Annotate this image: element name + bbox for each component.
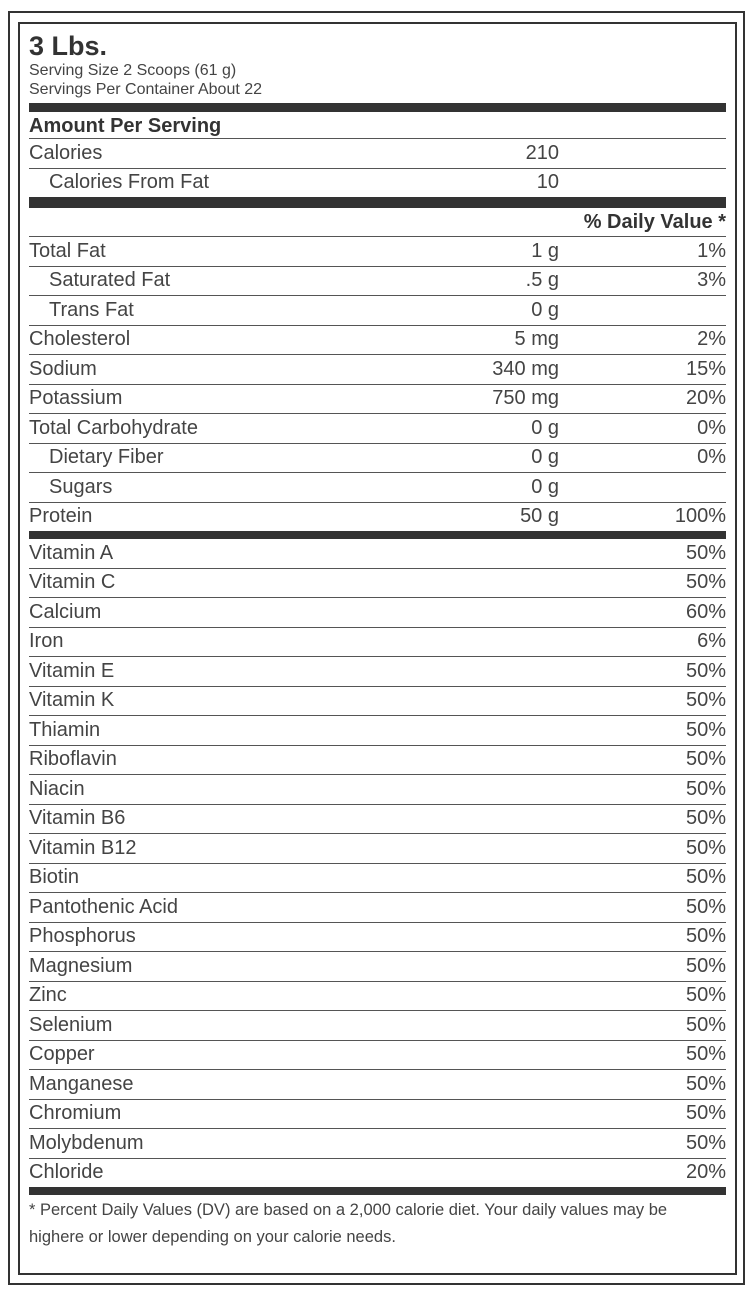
nutrient-row <box>29 414 726 444</box>
nutrient-row <box>29 326 726 356</box>
vitamin-daily-value: 50% <box>685 1043 726 1066</box>
vitamin-daily-value: 50% <box>685 1072 726 1095</box>
vitamin-row <box>29 569 726 599</box>
vitamin-row <box>29 539 726 569</box>
nutrient-amount: 340 mg <box>492 357 559 380</box>
nutrient-name: Total Carbohydrate <box>29 416 198 439</box>
vitamin-daily-value: 50% <box>685 984 726 1007</box>
vitamin-name: Vitamin B6 <box>29 807 126 830</box>
vitamin-row <box>29 628 726 658</box>
daily-value-footnote: * Percent Daily Values (DV) are based on a 2,000 calorie diet. Your daily values may be highere or lower depending on your calorie needs. <box>29 1201 668 1246</box>
nutrient-row <box>29 296 726 326</box>
vitamin-daily-value: 50% <box>685 571 726 594</box>
nutrient-row <box>29 444 726 474</box>
vitamin-daily-value: 50% <box>685 748 726 771</box>
vitamin-row <box>29 1129 726 1159</box>
vitamin-name: Vitamin C <box>29 571 116 594</box>
vitamin-daily-value: 50% <box>685 925 726 948</box>
nutrient-row <box>29 473 726 503</box>
vitamin-name: Biotin <box>29 866 80 889</box>
nutrient-amount: 50 g <box>520 505 559 528</box>
nutrient-list <box>29 237 726 531</box>
vitamin-name: Molybdenum <box>29 1131 144 1154</box>
vitamin-name: Thiamin <box>29 718 101 741</box>
vitamin-row <box>29 1041 726 1071</box>
vitamin-daily-value: 60% <box>685 600 726 623</box>
nutrient-name: Trans Fat <box>49 298 134 321</box>
vitamin-daily-value: 50% <box>685 866 726 889</box>
thick-divider <box>29 103 726 112</box>
nutrient-amount: 0 g <box>531 416 559 439</box>
nutrient-daily-value: 15% <box>685 357 726 380</box>
vitamin-daily-value: 50% <box>685 718 726 741</box>
nutrient-amount: 5 mg <box>514 328 559 351</box>
vitamin-name: Chloride <box>29 1161 104 1184</box>
vitamin-mineral-list <box>29 539 726 1187</box>
calories-from-fat-label: Calories From Fat <box>49 171 210 194</box>
nutrient-amount: .5 g <box>525 269 559 292</box>
nutrient-daily-value: 2% <box>697 328 726 351</box>
amount-per-serving-heading: Amount Per Serving <box>29 112 726 139</box>
nutrient-row <box>29 267 726 297</box>
label-content <box>29 24 726 1251</box>
vitamin-row <box>29 1011 726 1041</box>
vitamin-row <box>29 657 726 687</box>
vitamin-row <box>29 1100 726 1130</box>
vitamin-name: Vitamin E <box>29 659 115 682</box>
vitamin-daily-value: 50% <box>685 1102 726 1125</box>
vitamin-row <box>29 952 726 982</box>
vitamin-daily-value: 50% <box>685 954 726 977</box>
vitamin-daily-value: 50% <box>685 659 726 682</box>
nutrient-row <box>29 237 726 267</box>
calories-label: Calories <box>29 141 103 164</box>
nutrient-daily-value: 0% <box>697 446 726 469</box>
vitamin-name: Pantothenic Acid <box>29 895 178 918</box>
label-outer-border <box>8 11 745 1285</box>
vitamin-name: Riboflavin <box>29 748 117 771</box>
vitamin-daily-value: 50% <box>685 895 726 918</box>
vitamin-row <box>29 598 726 628</box>
nutrient-daily-value: 20% <box>685 387 726 410</box>
vitamin-name: Chromium <box>29 1102 122 1125</box>
calories-row <box>29 139 726 169</box>
vitamin-daily-value: 50% <box>685 807 726 830</box>
serving-size: Serving Size 2 Scoops (61 g) <box>29 62 237 79</box>
vitamin-name: Selenium <box>29 1013 113 1036</box>
vitamin-name: Vitamin A <box>29 541 114 564</box>
nutrient-daily-value: 0% <box>697 416 726 439</box>
nutrient-daily-value: 100% <box>674 505 726 528</box>
vitamin-row <box>29 982 726 1012</box>
vitamin-row <box>29 716 726 746</box>
vitamin-daily-value: 50% <box>685 777 726 800</box>
vitamin-daily-value: 20% <box>685 1161 726 1184</box>
nutrient-daily-value: 3% <box>697 269 726 292</box>
vitamin-name: Iron <box>29 630 64 653</box>
nutrient-name: Sugars <box>49 475 113 498</box>
vitamin-name: Calcium <box>29 600 102 623</box>
nutrient-name: Sodium <box>29 357 97 380</box>
vitamin-name: Manganese <box>29 1072 134 1095</box>
vitamin-name: Phosphorus <box>29 925 136 948</box>
vitamin-row <box>29 834 726 864</box>
nutrient-daily-value: 1% <box>697 239 726 262</box>
nutrient-row <box>29 355 726 385</box>
vitamin-row <box>29 775 726 805</box>
vitamin-row <box>29 893 726 923</box>
thick-divider <box>29 1187 726 1195</box>
vitamin-row <box>29 1070 726 1100</box>
nutrient-name: Total Fat <box>29 239 106 262</box>
nutrient-name: Cholesterol <box>29 328 131 351</box>
calories-from-fat-row <box>29 169 726 198</box>
nutrient-row <box>29 385 726 415</box>
vitamin-name: Magnesium <box>29 954 133 977</box>
vitamin-name: Vitamin B12 <box>29 836 137 859</box>
vitamin-name: Niacin <box>29 777 85 800</box>
vitamin-row <box>29 746 726 776</box>
nutrient-amount: 750 mg <box>492 387 559 410</box>
nutrient-amount: 0 g <box>531 446 559 469</box>
nutrition-facts-panel <box>18 22 737 1275</box>
nutrient-name: Protein <box>29 505 93 528</box>
vitamin-row <box>29 805 726 835</box>
thick-divider <box>29 197 726 208</box>
vitamin-name: Vitamin K <box>29 689 115 712</box>
nutrient-amount: 0 g <box>531 475 559 498</box>
vitamin-row <box>29 1159 726 1188</box>
daily-value-header: % Daily Value * <box>29 208 726 237</box>
thick-divider <box>29 531 726 539</box>
vitamin-row <box>29 923 726 953</box>
nutrient-amount: 0 g <box>531 298 559 321</box>
calories-from-fat-value: 10 <box>536 171 559 194</box>
vitamin-daily-value: 50% <box>685 1131 726 1154</box>
nutrient-name: Dietary Fiber <box>49 446 164 469</box>
nutrient-amount: 1 g <box>531 239 559 262</box>
vitamin-daily-value: 50% <box>685 836 726 859</box>
container-size-title: 3 Lbs. <box>29 31 108 61</box>
vitamin-name: Zinc <box>29 984 67 1007</box>
vitamin-row <box>29 687 726 717</box>
nutrient-name: Potassium <box>29 387 123 410</box>
calories-value: 210 <box>525 141 559 164</box>
vitamin-daily-value: 50% <box>685 1013 726 1036</box>
vitamin-daily-value: 50% <box>685 541 726 564</box>
vitamin-daily-value: 50% <box>685 689 726 712</box>
vitamin-name: Copper <box>29 1043 95 1066</box>
vitamin-row <box>29 864 726 894</box>
vitamin-daily-value: 6% <box>697 630 726 653</box>
nutrient-name: Saturated Fat <box>49 269 171 292</box>
servings-per-container: Servings Per Container About 22 <box>29 81 263 98</box>
nutrient-row <box>29 503 726 532</box>
